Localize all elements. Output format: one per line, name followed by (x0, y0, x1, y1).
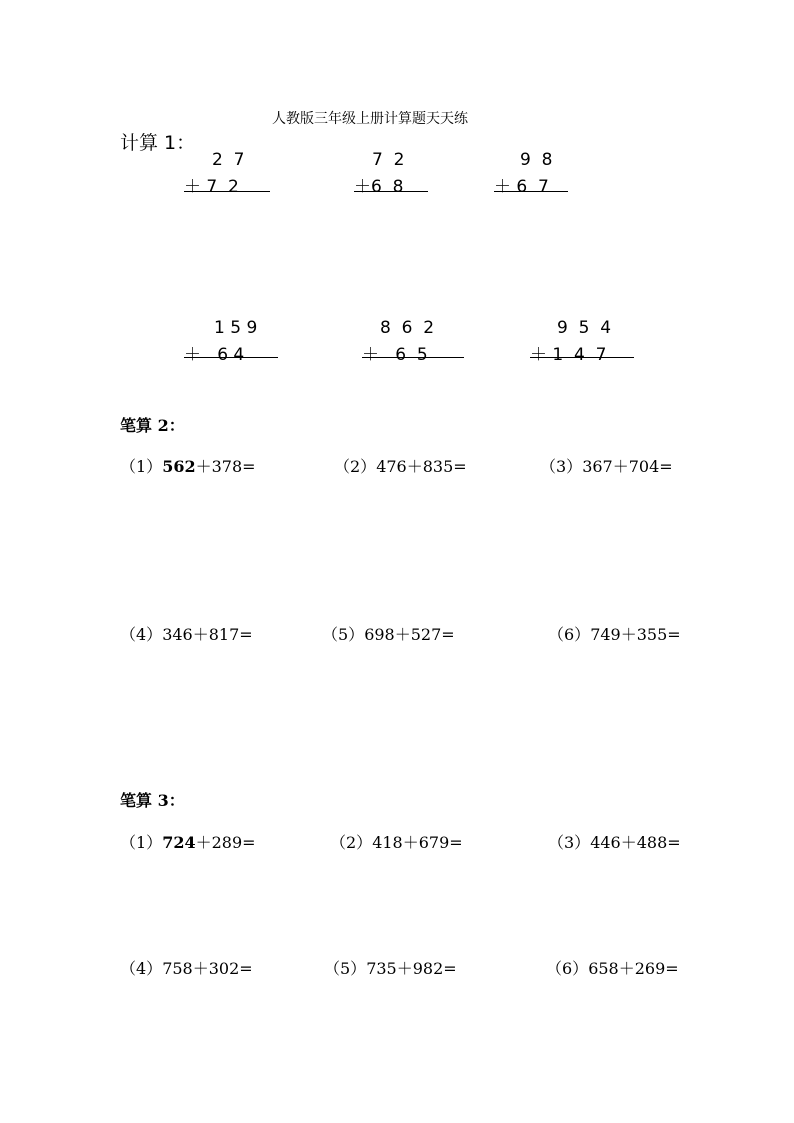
sum-line (184, 357, 278, 358)
sum-line (494, 191, 568, 192)
problem-expression: 346＋817= (162, 625, 253, 644)
problem-first-addend: 724 (162, 833, 196, 852)
sum-line (530, 357, 634, 358)
problem-expression: 446＋488= (590, 833, 681, 852)
problem-item (330, 830, 463, 853)
vertical-addend-top: 2 7 (212, 150, 245, 170)
problem-expression: 698＋527= (364, 625, 455, 644)
problem-number: （1） (120, 457, 163, 476)
vertical-addend-bottom: ＋ 7 2 (184, 177, 239, 197)
vertical-addend-top: 1 5 9 (214, 318, 258, 338)
problem-number: （4） (120, 625, 163, 644)
problem-expression: ＋289= (195, 833, 256, 852)
problem-number: （2） (334, 457, 377, 476)
problem-item (322, 622, 455, 645)
vertical-addend-bottom: ＋6 8 (354, 177, 404, 197)
problem-number: （4） (120, 959, 163, 978)
problem-expression: 658＋269= (588, 959, 679, 978)
vertical-addend-bottom: ＋ 6 7 (494, 177, 549, 197)
problem-expression: 418＋679= (372, 833, 463, 852)
problem-item (548, 622, 681, 645)
problem-item (548, 830, 681, 853)
problem-number: （5） (324, 959, 367, 978)
problem-item (324, 956, 457, 979)
problem-expression: 735＋982= (366, 959, 457, 978)
sum-line (354, 191, 428, 192)
problem-item (120, 454, 256, 477)
vertical-addend-top: 9 8 (520, 150, 553, 170)
section1-label: 计算 1： (120, 132, 196, 154)
problem-expression: ＋378= (195, 457, 256, 476)
section2-label: 笔算 2： (120, 416, 185, 435)
vertical-addend-top: 7 2 (372, 150, 405, 170)
problem-first-addend: 562 (162, 457, 196, 476)
vertical-addend-bottom: ＋ 6 5 (362, 345, 428, 365)
vertical-addend-top: 9 5 4 (557, 318, 612, 338)
sum-line (184, 191, 270, 192)
problem-number: （3） (548, 833, 591, 852)
problem-item (540, 454, 673, 477)
problem-number: （3） (540, 457, 583, 476)
problem-item (120, 956, 253, 979)
problem-expression: 758＋302= (162, 959, 253, 978)
problem-number: （5） (322, 625, 365, 644)
section3-label: 笔算 3： (120, 791, 185, 810)
vertical-addend-top: 8 6 2 (380, 318, 435, 338)
problem-number: （1） (120, 833, 163, 852)
problem-number: （6） (546, 959, 589, 978)
problem-expression: 476＋835= (376, 457, 467, 476)
problem-number: （6） (548, 625, 591, 644)
problem-item (546, 956, 679, 979)
problem-item (334, 454, 467, 477)
problem-item (120, 830, 256, 853)
vertical-addend-bottom: ＋ 6 4 (184, 345, 245, 365)
problem-expression: 749＋355= (590, 625, 681, 644)
problem-number: （2） (330, 833, 373, 852)
page-title: 人教版三年级上册计算题天天练 (272, 111, 468, 127)
problem-item (120, 622, 253, 645)
vertical-addend-bottom: ＋ 1 4 7 (530, 345, 607, 365)
problem-expression: 367＋704= (582, 457, 673, 476)
sum-line (362, 357, 464, 358)
